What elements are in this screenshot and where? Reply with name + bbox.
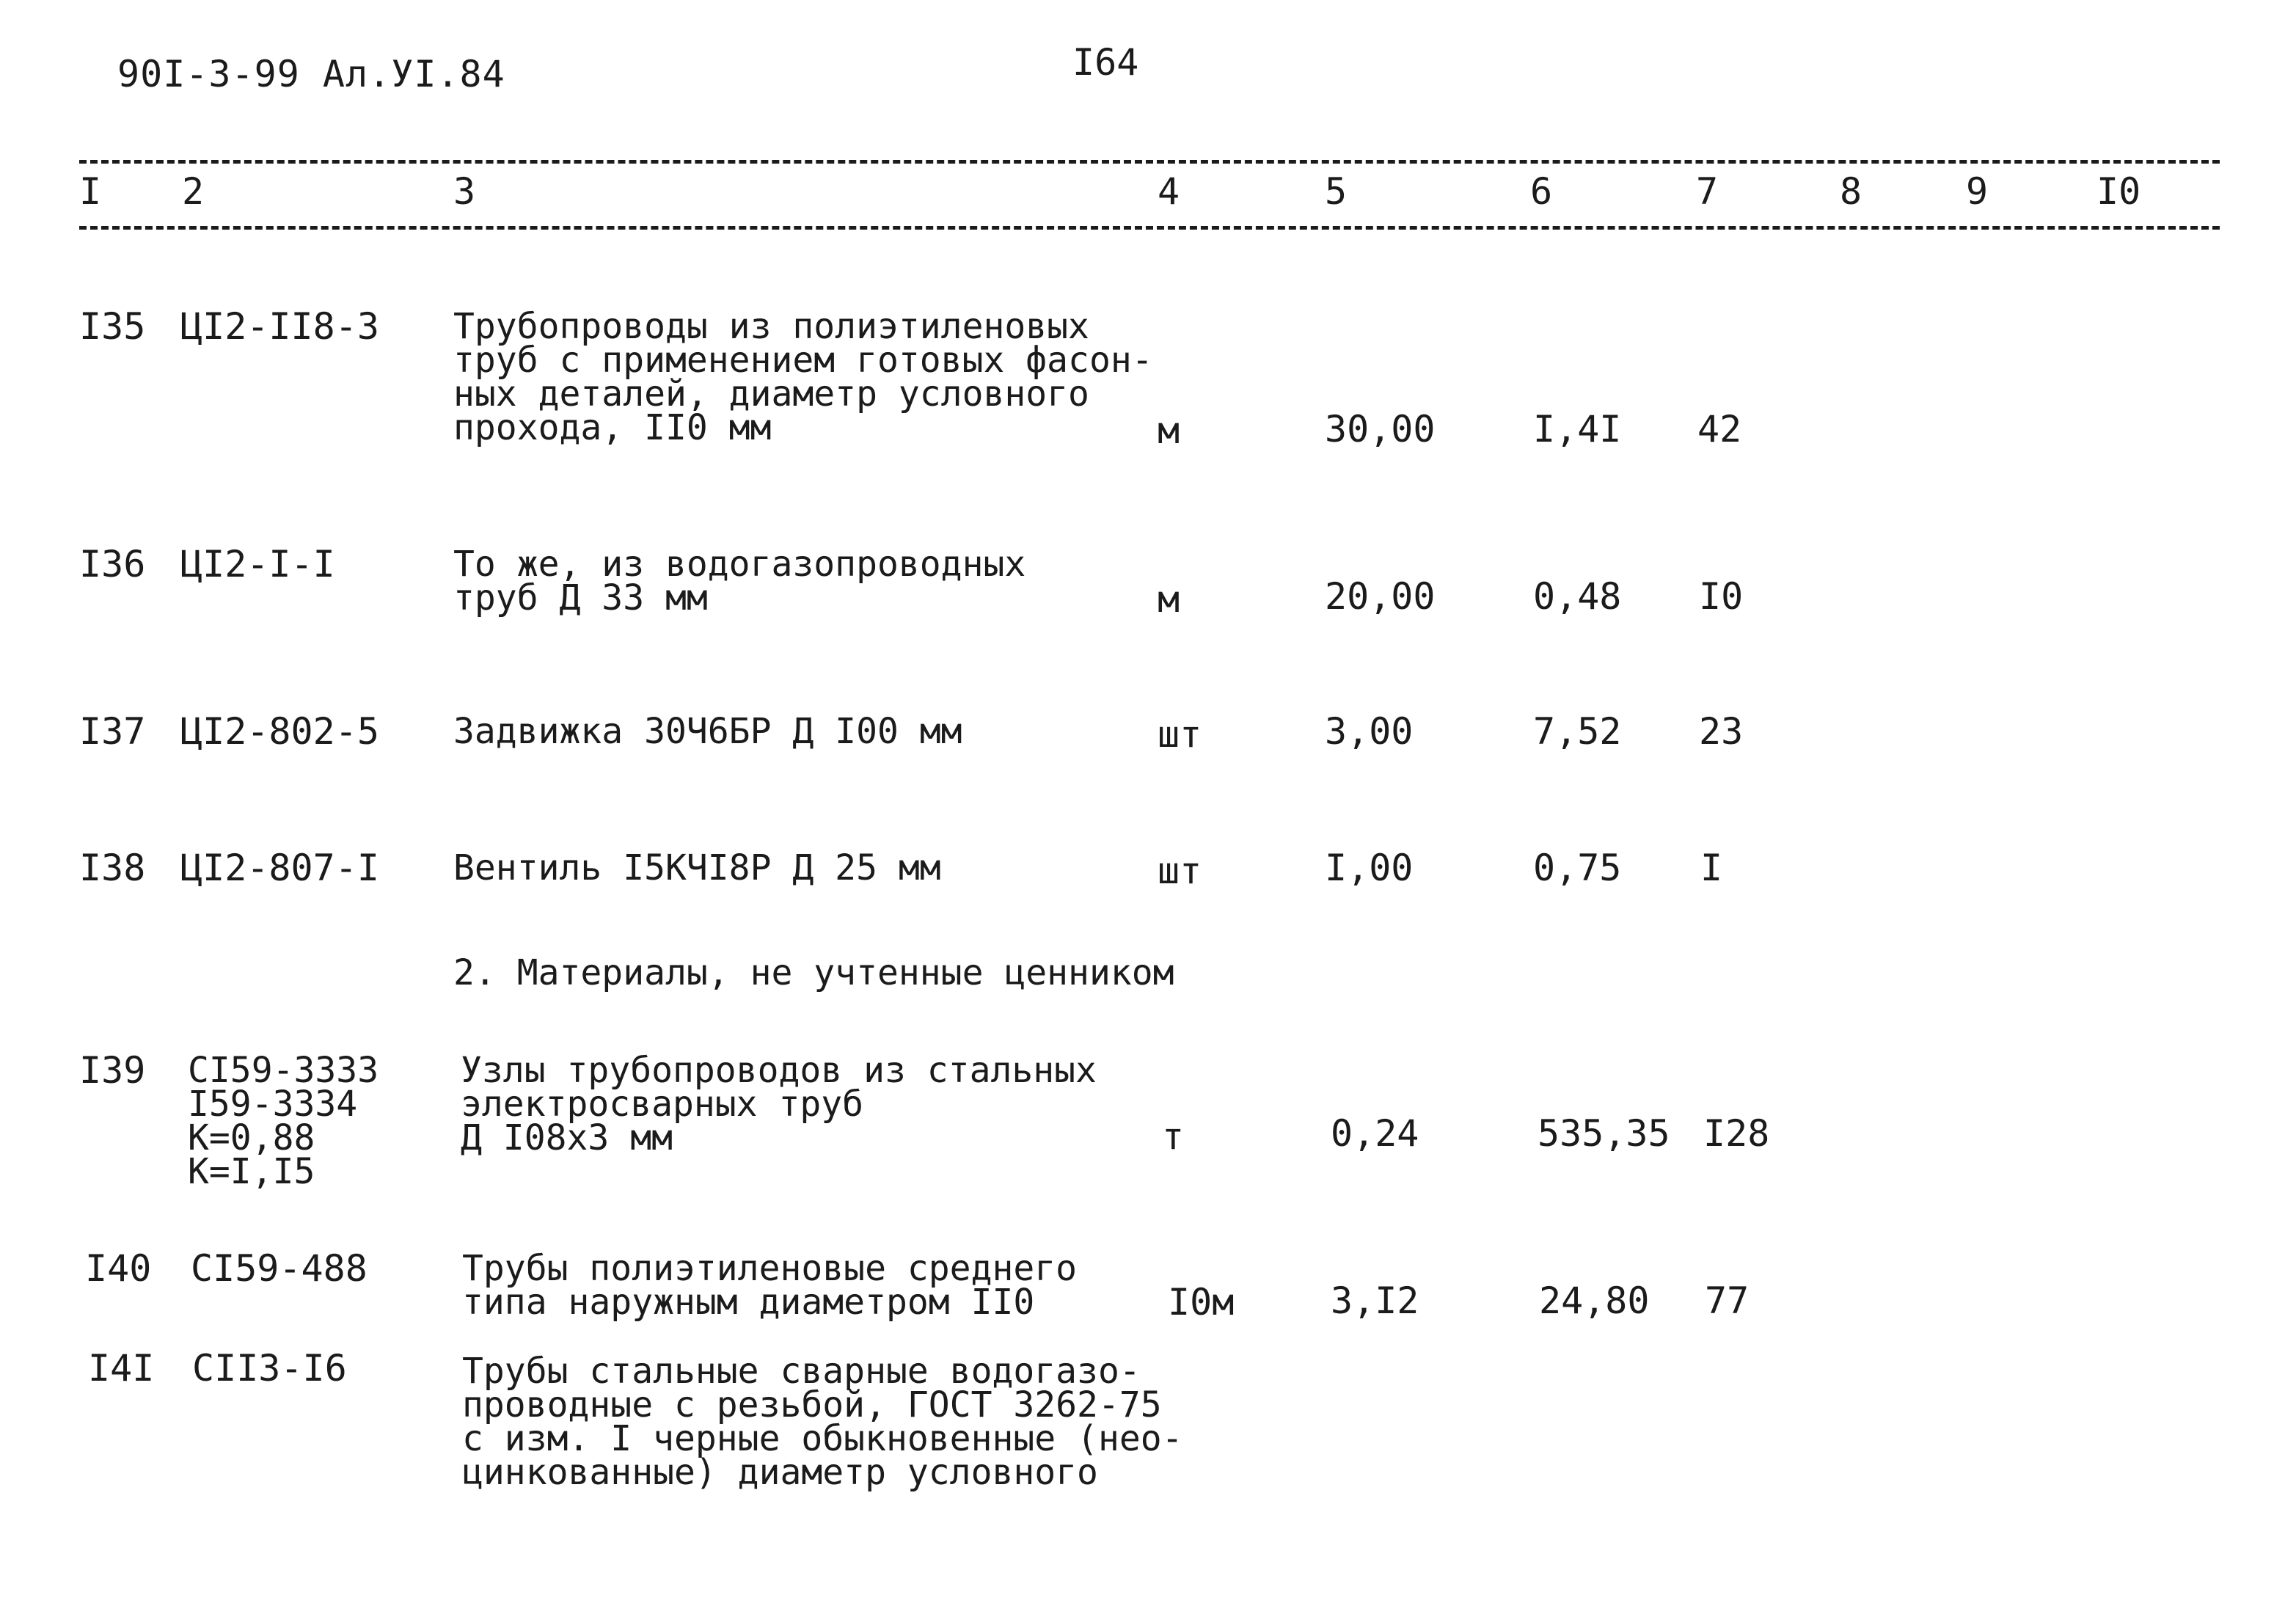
- unit-price: 535,35: [1538, 1112, 1670, 1155]
- column-number-6: 6: [1530, 170, 1553, 213]
- column-number-3: 3: [453, 170, 476, 213]
- row-number: I36: [79, 543, 146, 585]
- work-description: Вентиль I5КЧI8Р Д 25 мм: [453, 847, 941, 888]
- unit-price: 7,52: [1533, 710, 1622, 753]
- page-number: I64: [1072, 41, 1139, 84]
- unit-price: I,4I: [1533, 408, 1622, 450]
- unit-price: 0,48: [1533, 575, 1622, 618]
- work-description: Трубы стальные сварные водогазо- проводные с резьбой, ГОСТ 3262-75 с изм. I черные обыкновенные (нео- цинкованные) диаметр условного: [462, 1351, 1183, 1493]
- table-top-rule: [79, 160, 2220, 164]
- price-code: ЦI2-I-I: [180, 543, 335, 585]
- total-cost: 23: [1699, 710, 1744, 753]
- column-number-4: 4: [1158, 170, 1180, 213]
- unit-price: 0,75: [1533, 847, 1622, 889]
- quantity: 30,00: [1325, 408, 1436, 450]
- total-cost: I0: [1699, 575, 1744, 618]
- row-number: I39: [79, 1049, 146, 1092]
- quantity: I,00: [1325, 847, 1414, 889]
- price-code: CII3-I6: [192, 1347, 347, 1390]
- work-description: Трубопроводы из полиэтиленовых труб с применением готовых фасон- ных деталей, диаметр условного прохода, II0 мм: [453, 306, 1153, 448]
- row-number: I37: [79, 710, 146, 753]
- row-number: I35: [79, 305, 146, 348]
- row-number: I38: [79, 847, 146, 889]
- document-code: 90I-3-99 Ал.УI.84: [117, 53, 505, 95]
- row-number: I40: [85, 1247, 152, 1290]
- total-cost: I28: [1703, 1112, 1770, 1155]
- column-number-1: I: [79, 170, 102, 213]
- unit: м: [1158, 578, 1180, 621]
- column-number-7: 7: [1696, 170, 1719, 213]
- work-description: То же, из водогазопроводных труб Д 33 мм: [453, 544, 1026, 618]
- column-number-2: 2: [182, 170, 205, 213]
- row-number: I4I: [88, 1347, 155, 1390]
- quantity: 0,24: [1331, 1112, 1419, 1155]
- work-description: Трубы полиэтиленовые среднего типа наружным диаметром II0: [462, 1248, 1078, 1323]
- quantity: 3,00: [1325, 710, 1414, 753]
- total-cost: I: [1700, 847, 1723, 889]
- unit: I0м: [1168, 1281, 1235, 1323]
- quantity: 20,00: [1325, 575, 1436, 618]
- unit: шт: [1158, 850, 1202, 892]
- column-number-8: 8: [1840, 170, 1862, 213]
- unit: т: [1162, 1115, 1185, 1158]
- column-number-9: 9: [1966, 170, 1989, 213]
- section-heading: 2. Материалы, не учтенные ценником: [453, 952, 1174, 993]
- unit-price: 24,80: [1539, 1279, 1650, 1322]
- work-description: Задвижка 30Ч6БР Д I00 мм: [453, 711, 962, 752]
- quantity: 3,I2: [1331, 1279, 1419, 1322]
- table-header-rule: [79, 226, 2220, 230]
- column-number-10: I0: [2096, 170, 2141, 213]
- price-code: CI59-3333 I59-3334 К=0,88 К=I,I5: [188, 1050, 379, 1192]
- price-code: ЦI2-807-I: [180, 847, 379, 889]
- unit: шт: [1158, 713, 1202, 756]
- total-cost: 42: [1697, 408, 1742, 450]
- price-code: ЦI2-802-5: [180, 710, 379, 753]
- price-code: CI59-488: [191, 1247, 368, 1290]
- column-number-5: 5: [1325, 170, 1348, 213]
- unit: м: [1158, 409, 1180, 452]
- total-cost: 77: [1705, 1279, 1750, 1322]
- work-description: Узлы трубопроводов из стальных электросварных труб Д I08х3 мм: [461, 1050, 1097, 1158]
- price-code: ЦI2-II8-3: [180, 305, 379, 348]
